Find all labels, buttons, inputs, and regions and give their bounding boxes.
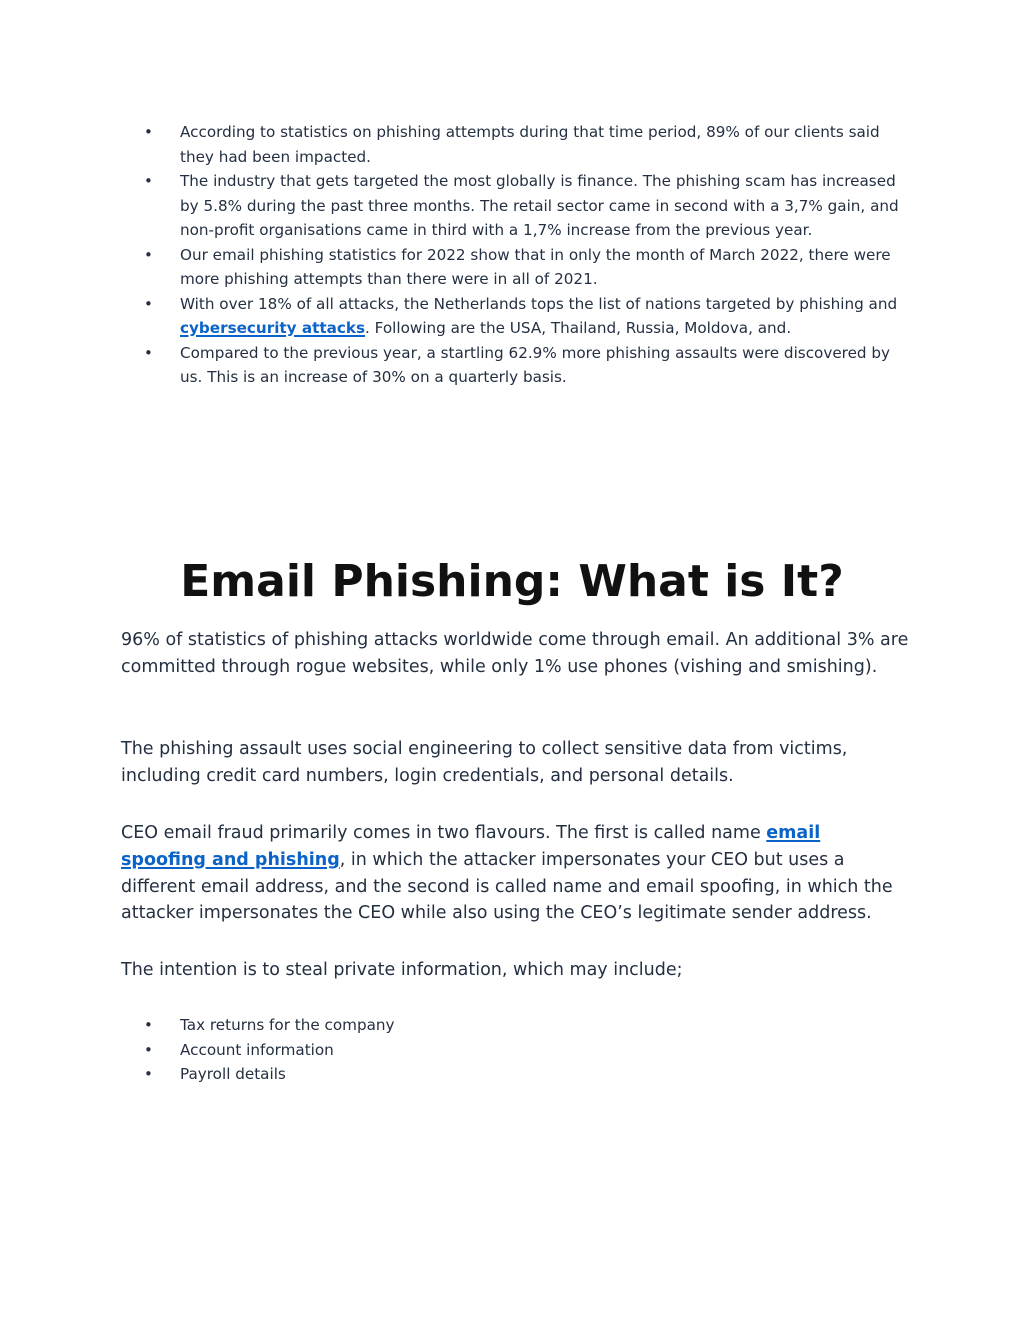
paragraph-ceo-fraud [121, 820, 911, 927]
bullet-icon: • [144, 1016, 153, 1034]
list-item-text: Compared to the previous year, a startling 62.9% more phishing assaults were discovered by us. This is an increase of 30% on a quarterly basis. [180, 343, 891, 386]
list-item [122, 243, 912, 292]
list-item [122, 1013, 912, 1038]
list-item-text: Our email phishing statistics for 2022 show that in only the month of March 2022, there were more phishing attempts than there were in all of 2021. [180, 245, 891, 288]
list-item-text: According to statistics on phishing attempts during that time period, 89% of our clients said they had been impacted. [180, 123, 880, 166]
bullet-icon: • [144, 245, 153, 264]
list-item [122, 1062, 912, 1087]
list-item [122, 169, 912, 243]
statistics-bullet-list [122, 120, 912, 390]
bullet-icon: • [144, 294, 153, 313]
bullet-icon: • [144, 123, 153, 141]
bullet-icon: • [144, 1065, 153, 1083]
paragraph-text-after-link: , in which the attacker impersonates your CEO but uses a different email address, and the second is called name and email spoofing, in which the attacker impersonates the CEO while also using the CEO’s legitimate sender address. [121, 849, 893, 924]
list-item [122, 292, 912, 341]
paragraph-intention: The intention is to steal private information, which may include; [121, 960, 683, 980]
section-heading: Email Phishing: What is It? [180, 556, 844, 607]
private-info-bullet-list [122, 1013, 912, 1087]
list-item-text: Payroll details [180, 1065, 286, 1083]
paragraph-social-engineering: The phishing assault uses social engineering to collect sensitive data from victims, including credit card numbers, login credentials, and personal details. [121, 739, 848, 786]
list-item [122, 1038, 912, 1063]
list-item-text: The industry that gets targeted the most globally is finance. The phishing scam has increased by 5.8% during the past three months. The retail sector came in second with a 3,7% gain, and non-profit organisations came in third with a 1,7% increase from the previous year. [180, 172, 899, 239]
bullet-icon: • [144, 343, 153, 362]
list-item-text: Tax returns for the company [180, 1016, 395, 1034]
bullet-icon: • [144, 1040, 153, 1059]
list-item-text-after-link: . Following are the USA, Thailand, Russia, Moldova, and. [365, 319, 792, 337]
list-item-text-before-link: With over 18% of all attacks, the Netherlands tops the list of nations targeted by phishing and [180, 294, 898, 313]
list-item [122, 341, 912, 390]
paragraph-email-statistics: 96% of statistics of phishing attacks worldwide come through email. An additional 3% are committed through rogue websites, while only 1% use phones (vishing and smishing). [121, 630, 909, 677]
cybersecurity-attacks-link[interactable]: cybersecurity attacks [180, 319, 366, 337]
paragraph-text-before-link: CEO email fraud primarily comes in two flavours. The first is called name [121, 823, 767, 843]
bullet-icon: • [144, 172, 153, 190]
email-spoofing-link[interactable]: email spoofing and phishing [121, 823, 821, 870]
list-item-text: Account information [180, 1040, 334, 1059]
list-item [122, 120, 912, 169]
